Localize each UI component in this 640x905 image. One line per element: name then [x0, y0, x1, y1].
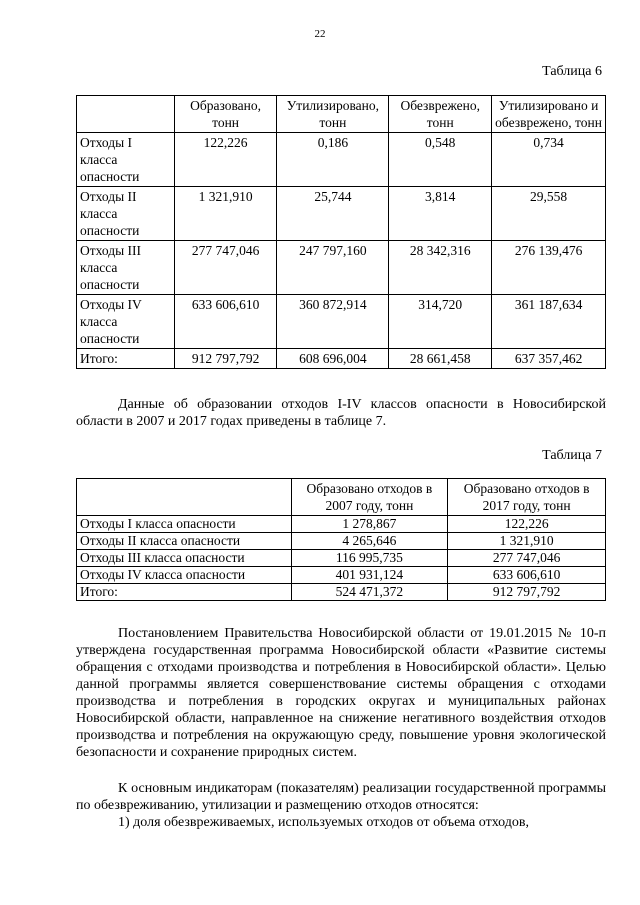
table-cell: 1 278,867: [291, 516, 448, 533]
table7: [76, 478, 606, 601]
table6-header-cell: Утилизировано, тонн: [277, 96, 389, 133]
indicators-paragraph: К основным индикаторам (показателям) реализации государственной программы по обезвреживанию, утилизации и размещению отходов относятся:: [76, 781, 606, 813]
table-cell: 276 139,476: [492, 241, 606, 295]
table-row: [77, 533, 606, 550]
table7-header-cell: Образовано отходов в 2017 году, тонн: [448, 479, 606, 516]
table-cell: 122,226: [448, 516, 606, 533]
table7-caption: Таблица 7: [542, 448, 602, 463]
table-row: [77, 584, 606, 601]
table-cell: Отходы II класса опасности: [77, 187, 175, 241]
table6: [76, 95, 606, 369]
table-cell: 3,814: [389, 187, 492, 241]
table-cell: 116 995,735: [291, 550, 448, 567]
table-cell: 28 661,458: [389, 349, 492, 369]
table-row: [77, 295, 606, 349]
table6-header-cell: Обезврежено, тонн: [389, 96, 492, 133]
table-cell: 0,548: [389, 133, 492, 187]
list-item: 1) доля обезвреживаемых, используемых отходов от объема отходов,: [118, 815, 530, 830]
table-cell: 633 606,610: [174, 295, 277, 349]
table-cell: Отходы IV класса опасности: [77, 567, 292, 584]
table-cell: 4 265,646: [291, 533, 448, 550]
table-row: [77, 133, 606, 187]
table7-header-row: [77, 479, 606, 516]
table-cell: 637 357,462: [492, 349, 606, 369]
table7-header-cell: [77, 479, 292, 516]
table-cell: 524 471,372: [291, 584, 448, 601]
table6-caption: Таблица 6: [542, 64, 602, 79]
table7-intro-paragraph: Данные об образовании отходов I-IV классов опасности в Новосибирской области в 2007 и 2017 годах приведены в таблице 7.: [76, 397, 606, 429]
table6-header-cell: [77, 96, 175, 133]
table-cell: 28 342,316: [389, 241, 492, 295]
table-cell: 1 321,910: [448, 533, 606, 550]
table6-header-cell: Утилизировано и обезврежено, тонн: [492, 96, 606, 133]
table-cell: 912 797,792: [174, 349, 277, 369]
table-cell: 0,186: [277, 133, 389, 187]
table-cell: Отходы I класса опасности: [77, 133, 175, 187]
table-cell: Отходы III класса опасности: [77, 550, 292, 567]
table-cell: 912 797,792: [448, 584, 606, 601]
table-cell: 314,720: [389, 295, 492, 349]
table-cell: 0,734: [492, 133, 606, 187]
decree-paragraph: Постановлением Правительства Новосибирской области от 19.01.2015 № 10-п утверждена государственная программа Новосибирской области «Развитие системы обращения с отходами производства и потребления в Новосибирской области». Целью данной программы является совершенствование системы обращения с отходами производства и потребления в городских округах и муниципальных районах Новосибирской области, направленное на снижение негативного воздействия отходов производства и потребления на окружающую среду, повышение уровня экологической безопасности и сохранение природных систем.: [76, 626, 606, 760]
table-cell: Отходы I класса опасности: [77, 516, 292, 533]
table-cell: 401 931,124: [291, 567, 448, 584]
table-row: [77, 567, 606, 584]
table-row: [77, 516, 606, 533]
table7-header-cell: Образовано отходов в 2007 году, тонн: [291, 479, 448, 516]
table-cell: 247 797,160: [277, 241, 389, 295]
table-cell: 1 321,910: [174, 187, 277, 241]
table-cell: Итого:: [77, 349, 175, 369]
table-cell: 633 606,610: [448, 567, 606, 584]
page-number: 22: [314, 28, 326, 40]
table-row: [77, 241, 606, 295]
table6-header-cell: Образовано, тонн: [174, 96, 277, 133]
table-row: [77, 187, 606, 241]
table-cell: Итого:: [77, 584, 292, 601]
table-cell: 608 696,004: [277, 349, 389, 369]
table-cell: 122,226: [174, 133, 277, 187]
table-row: [77, 349, 606, 369]
table-cell: 277 747,046: [448, 550, 606, 567]
table-cell: Отходы III класса опасности: [77, 241, 175, 295]
table-row: [77, 550, 606, 567]
table-cell: Отходы II класса опасности: [77, 533, 292, 550]
table-cell: Отходы IV класса опасности: [77, 295, 175, 349]
table-cell: 277 747,046: [174, 241, 277, 295]
table-cell: 29,558: [492, 187, 606, 241]
table-cell: 25,744: [277, 187, 389, 241]
table-cell: 361 187,634: [492, 295, 606, 349]
table-cell: 360 872,914: [277, 295, 389, 349]
table6-header-row: [77, 96, 606, 133]
